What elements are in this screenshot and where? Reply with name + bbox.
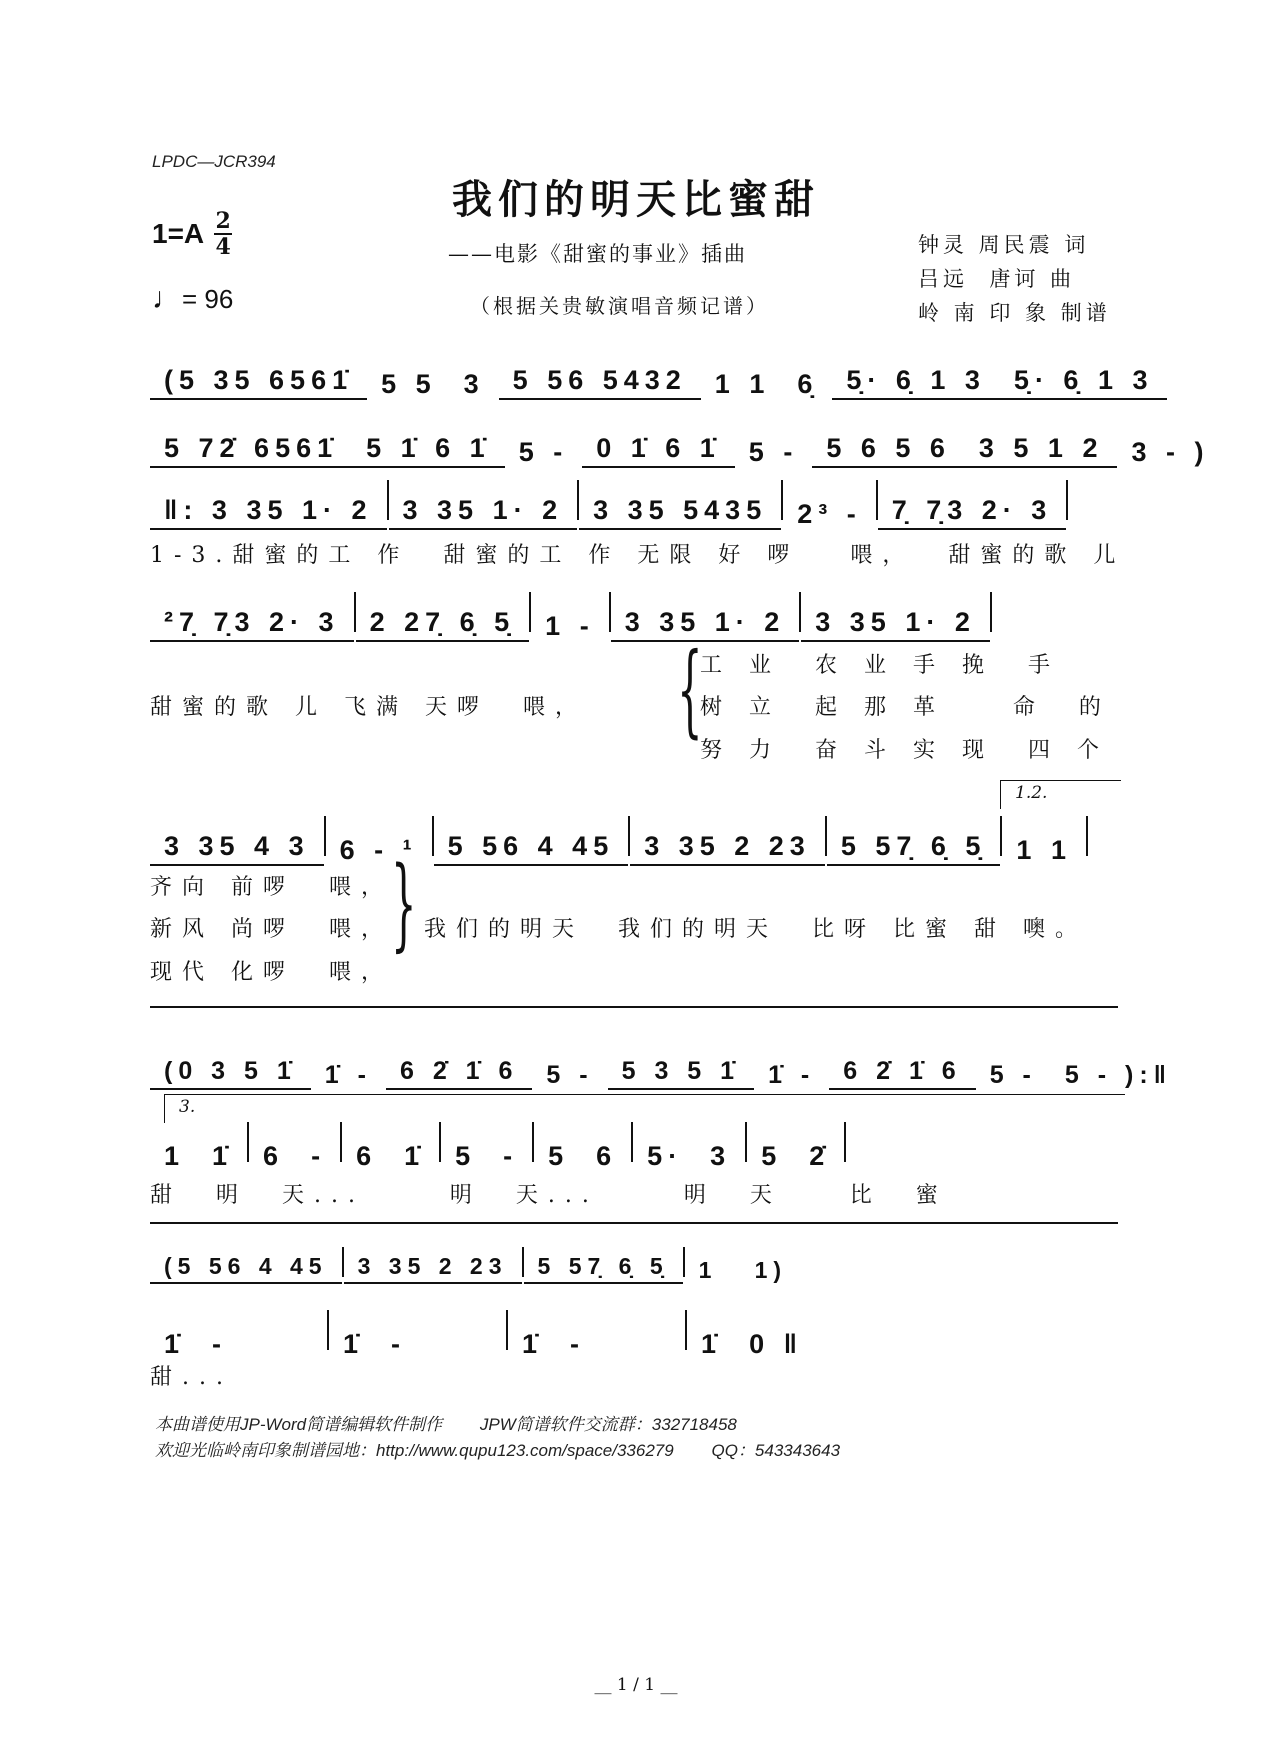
verse-1-lyrics: 工 业 农 业 手 挽 手 — [700, 653, 1060, 678]
measure: 5 56 4 45 — [434, 831, 629, 866]
measure: 5̣· 6̣ 1 3 — [1000, 365, 1168, 400]
barline — [844, 1122, 846, 1162]
staff-row-8 — [150, 1300, 1130, 1360]
chorus-lyrics: 我们的明天 我们的明天 比呀 比蜜 甜 噢。 — [424, 917, 1087, 942]
measure: 5 56 5432 — [499, 365, 701, 400]
barline — [990, 592, 992, 632]
measure: 5̣· 6̣ 1 3 — [832, 365, 1000, 400]
measure: 6 2̇ 1̇ 6 — [386, 1057, 532, 1090]
measure: 2 27̣ 6̣ 5̣ — [356, 607, 530, 642]
footer — [155, 1412, 840, 1464]
measure: (5 35 6561̇ — [150, 365, 367, 400]
bracket-line — [150, 1006, 1118, 1008]
measure: 5 72̇ 6561̇ — [150, 433, 352, 468]
measure: 3 35 1· 2 — [389, 495, 578, 530]
measure: ²7̣ 7̣3 2· 3 — [150, 607, 354, 642]
measure: 3 35 2 23 — [630, 831, 825, 866]
measure: 3 35 2 23 — [344, 1253, 522, 1284]
measure: 1̇ - — [164, 1329, 228, 1359]
measure: 6 1̇ — [356, 1141, 426, 1171]
staff-row-1 — [150, 340, 1154, 400]
measure: 1 1) — [698, 1257, 788, 1283]
footer-line-2: 欢迎光临岭南印象制谱园地：http://www.qupu123.com/space/336279 QQ：543343643 — [155, 1441, 841, 1460]
staff-row-2 — [150, 408, 1210, 468]
page-number: __ 1 / 1 __ — [594, 1675, 678, 1695]
measure: 3 35 1· 2 — [801, 607, 990, 642]
measure: 1̇ - — [343, 1329, 407, 1359]
song-subtitle: ——电影《甜蜜的事业》插曲 — [448, 242, 747, 266]
measure: 2³ - — [797, 499, 862, 529]
lyrics-line: 1-3.甜蜜的工 作 甜蜜的工 作 无限 好 啰 喂， 甜蜜的歌 儿 — [150, 543, 1126, 568]
staff-row-6 — [150, 1030, 1173, 1090]
measure: 1̇ - — [324, 1061, 372, 1089]
verse-3-lyrics: 努 力 奋 斗 实 现 四 个 — [700, 738, 1109, 763]
measure: 5 - ):‖ — [1064, 1061, 1173, 1089]
measure: 3 - ) — [1131, 437, 1210, 467]
measure: 6 2̇ 1̇ 6 — [829, 1057, 975, 1090]
tempo-marking — [152, 282, 233, 316]
measure: 1̇ 0 ‖ — [701, 1329, 804, 1359]
bracket-line — [150, 1222, 1118, 1224]
measure: 5 - — [546, 1061, 594, 1089]
measure: 3 35 1· 2 — [611, 607, 800, 642]
measure: 1 1 — [1016, 835, 1072, 865]
staff-row-3 — [150, 470, 1130, 530]
measure: 1̇ - — [768, 1061, 816, 1089]
measure: 5 2̇ — [761, 1141, 831, 1171]
lyricist: 钟灵 周民震 词 — [918, 233, 1090, 257]
measure: 6 - — [263, 1141, 327, 1171]
verse-3-lyrics: 现代 化啰 喂， — [150, 960, 393, 985]
measure: 5 6 5 6 — [812, 433, 965, 468]
measure: 5 57̣ 6̣ 5̣ — [524, 1253, 683, 1284]
verse-2-lyrics: 树 立 起 那 革 命 的 — [700, 695, 1111, 720]
staff-row-8-upper — [150, 1240, 1130, 1284]
verse-1-lyrics: 齐向 前啰 喂， — [150, 875, 393, 900]
measure: 1̇ - — [522, 1329, 586, 1359]
lyrics-line: 甜蜜的歌 儿 飞满 天啰 喂， — [150, 695, 587, 720]
staff-row-4 — [150, 582, 1130, 642]
measure: 3 35 4 3 — [150, 831, 324, 866]
measure: 5 5 3 — [381, 369, 485, 399]
lyrics-line: 甜 明 天... 明 天... 明 天 比 蜜 — [150, 1183, 948, 1208]
measure: 5 1̇ 6 1̇ — [352, 433, 505, 468]
measure: 1 - — [545, 611, 595, 641]
volta-1-2: 1.2. — [1000, 780, 1121, 809]
tempo-value: = 96 — [182, 284, 234, 314]
measure: 5 - — [748, 437, 799, 467]
measure: 5 - — [455, 1141, 519, 1171]
key-label: 1=A — [152, 218, 205, 249]
time-signature: 2 4 — [215, 208, 231, 260]
song-title: 我们的明天比蜜甜 — [452, 176, 820, 223]
barline — [1066, 480, 1068, 520]
measure: 5 6 — [548, 1141, 618, 1171]
measure: 1 1 6̣ — [714, 369, 819, 399]
credits — [918, 228, 1111, 330]
measure: ‖: 3 35 1· 2 — [150, 495, 387, 530]
catalog-id: LPDC—JCR394 — [152, 152, 276, 171]
measure: 3 5 1 2 — [965, 433, 1118, 468]
measure: 5 - — [989, 1061, 1037, 1089]
measure: 5 3 5 1̇ — [608, 1057, 754, 1090]
measure: 7̣ 7̣3 2· 3 — [878, 495, 1067, 530]
arranger: 岭 南 印 象 制谱 — [918, 301, 1111, 325]
barline — [1086, 816, 1088, 856]
lyrics-line: 甜... — [150, 1365, 233, 1390]
footer-line-1: 本曲谱使用JP-Word简谱编辑软件制作 JPW简谱软件交流群：332718458 — [155, 1415, 737, 1434]
verse-2-lyrics: 新风 尚啰 喂， — [150, 917, 393, 942]
measure: 6 - ¹ — [339, 835, 418, 865]
measure: 5· 3 — [647, 1141, 732, 1171]
volta-3: 3. — [164, 1094, 1125, 1123]
composer: 吕远 唐诃 曲 — [918, 267, 1076, 291]
verse-brace: { — [391, 854, 417, 971]
verse-brace: { — [677, 631, 703, 748]
staff-row-7 — [150, 1112, 1130, 1172]
measure: (5 56 4 45 — [150, 1253, 342, 1284]
key-signature — [152, 210, 232, 258]
measure: 0 1̇ 6 1̇ — [582, 433, 735, 468]
quarter-note-icon: ♩ — [152, 282, 182, 315]
staff-row-5 — [150, 806, 1130, 866]
measure: 5 - — [518, 437, 569, 467]
measure: 3 35 5435 — [579, 495, 781, 530]
measure: (0 3 5 1̇ — [150, 1057, 311, 1090]
measure: 1 1̇ — [164, 1141, 234, 1171]
measure: 5 57̣ 6̣ 5̣ — [827, 831, 1001, 866]
transcription-note: （根据关贵敏演唱音频记谱） — [470, 294, 769, 318]
